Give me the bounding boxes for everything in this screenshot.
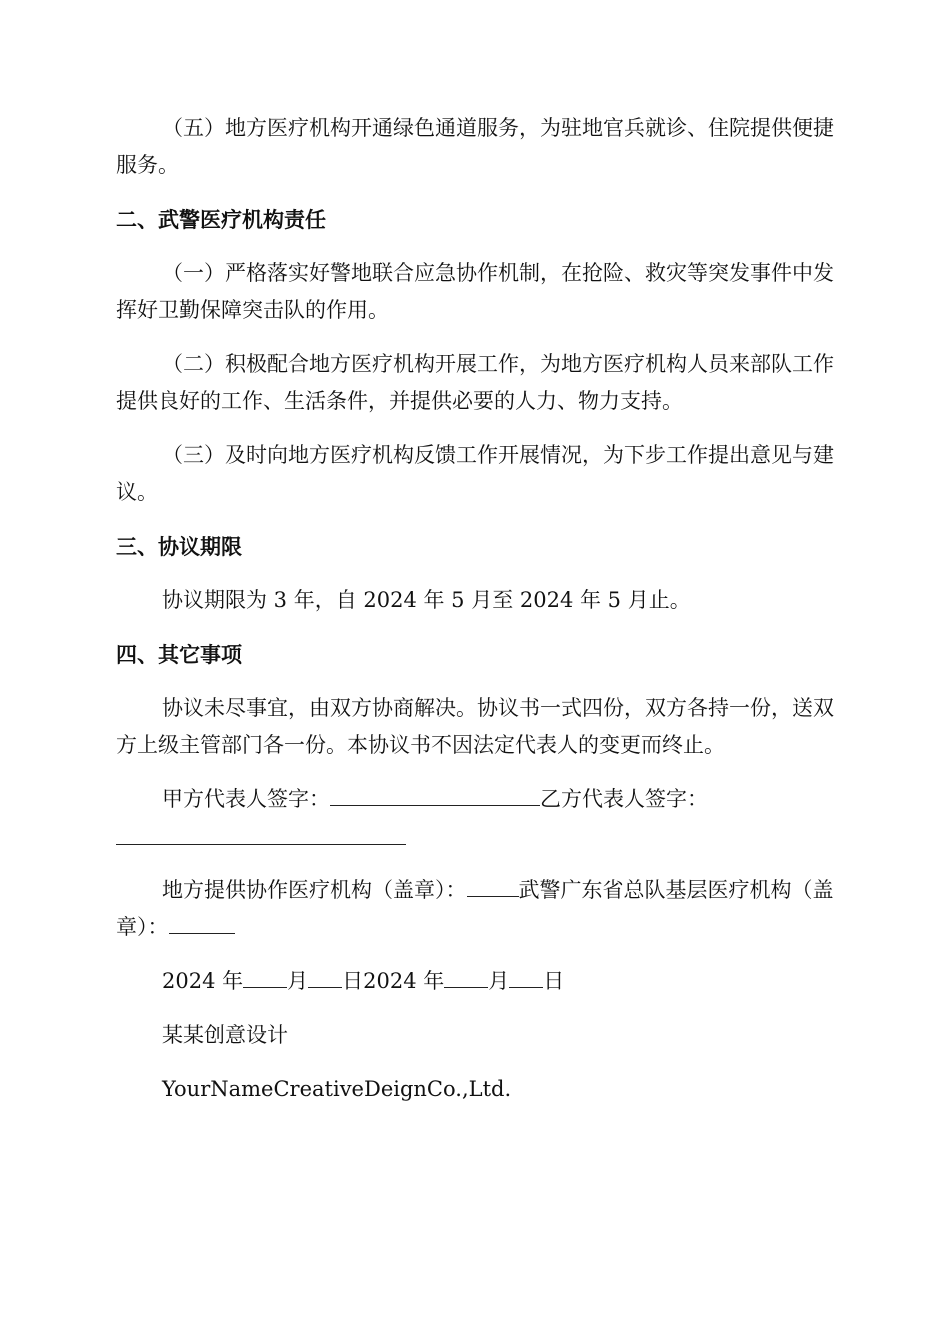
clause-2-2: （二）积极配合地方医疗机构开展工作，为地方医疗机构人员来部队工作提供良好的工作、生活条件，并提供必要的人力、物力支持。 (116, 352, 834, 413)
company-name-cn: 某某创意设计 (162, 1023, 288, 1047)
month-1-blank[interactable] (243, 967, 287, 988)
section-heading-4: 四、其它事项 (116, 642, 242, 667)
clause-2-5: （五）地方医疗机构开通绿色通道服务，为驻地官兵就诊、住院提供便捷服务。 (116, 116, 834, 177)
date-year-2: 2024 年 (363, 969, 445, 993)
date-year-1: 2024 年 (162, 969, 244, 993)
other-matters: 协议未尽事宜，由双方协商解决。协议书一式四份，双方各持一份，送双方上级主管部门各一份。本协议书不因法定代表人的变更而终止。 (116, 696, 834, 757)
date-day-1: 日 (342, 969, 364, 993)
date-line (116, 963, 834, 1000)
agreement-term: 协议期限为 3 年，自 2024 年 5 月至 2024 年 5 月止。 (162, 588, 691, 612)
party-b-sign-blank[interactable] (116, 824, 406, 845)
clause-2-1: （一）严格落实好警地联合应急协作机制，在抢险、救灾等突发事件中发挥好卫勤保障突击队的作用。 (116, 261, 834, 322)
document-page (116, 110, 834, 1125)
signature-block (116, 781, 834, 855)
date-month-1: 月 (287, 969, 309, 993)
section-heading-2: 二、武警医疗机构责任 (116, 207, 326, 232)
clause-2-3: （三）及时向地方医疗机构反馈工作开展情况，为下步工作提出意见与建议。 (116, 443, 834, 504)
party-a-sign-label: 甲方代表人签字： (162, 787, 330, 811)
month-2-blank[interactable] (444, 967, 488, 988)
seal-block (116, 872, 834, 946)
day-1-blank[interactable] (308, 967, 342, 988)
company-name-en: YourNameCreativeDeignCo.,Ltd. (162, 1077, 512, 1101)
date-day-2: 日 (543, 969, 565, 993)
section-heading-3: 三、协议期限 (116, 534, 242, 559)
local-seal-blank[interactable] (467, 876, 519, 897)
local-seal-label: 地方提供协作医疗机构（盖章）： (162, 878, 467, 902)
party-a-sign-blank[interactable] (330, 785, 540, 806)
armed-seal-blank[interactable] (169, 913, 235, 934)
date-month-2: 月 (488, 969, 510, 993)
armed-seal-label: 武警广东省总队基层医疗机构（盖章）： (116, 878, 834, 939)
party-b-sign-label: 乙方代表人签字： (540, 787, 708, 811)
day-2-blank[interactable] (509, 967, 543, 988)
